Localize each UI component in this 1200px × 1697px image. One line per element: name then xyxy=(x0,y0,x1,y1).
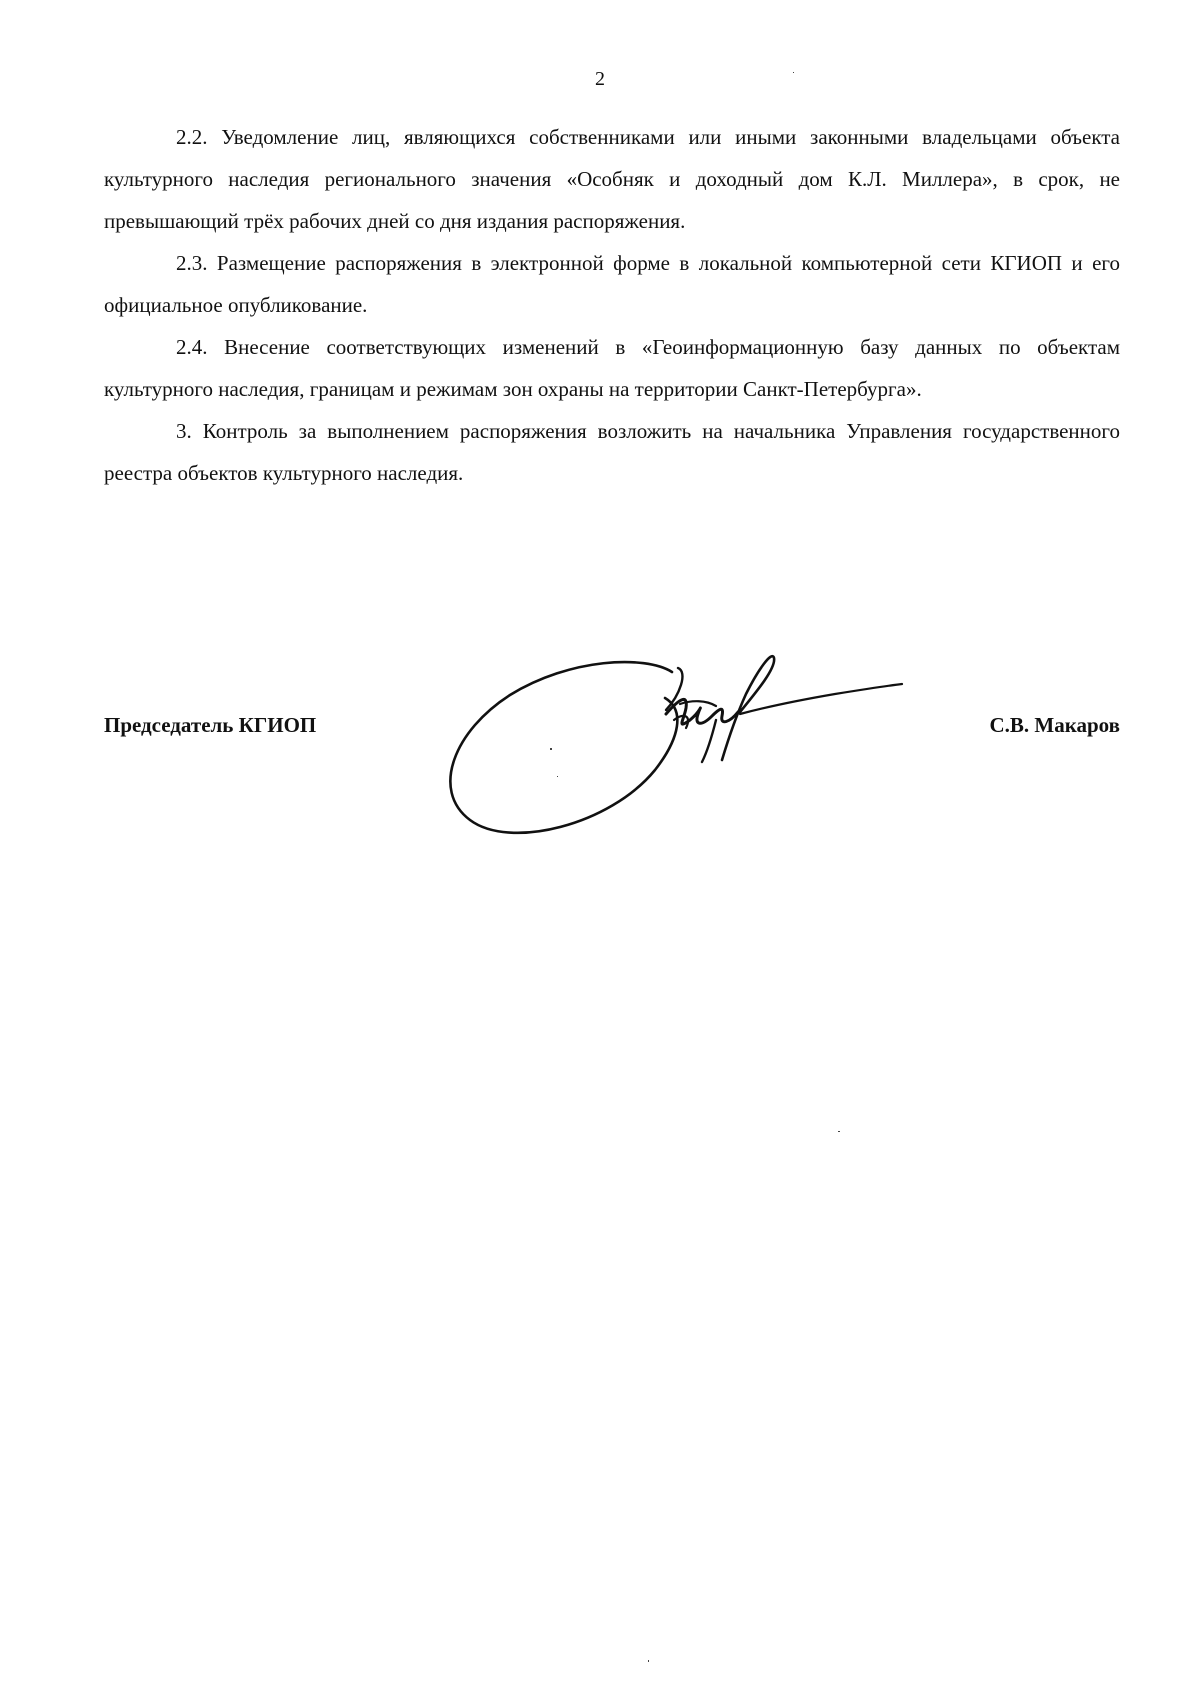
signature-block xyxy=(104,705,1120,745)
paragraph-2-3: 2.3. Размещение распоряжения в электронной форме в локальной компьютерной сети КГИОП и его официальное опубликование. xyxy=(104,251,1120,317)
paragraph-2-2: 2.2. Уведомление лиц, являющихся собственниками или иными законными владельцами объекта культурного наследия регионального значения «Особняк и доходный дом К.Л. Миллера», в срок, не превышающий трёх рабочих дней со дня издания распоряжения. xyxy=(104,125,1120,233)
paragraph-2-4: 2.4. Внесение соответствующих изменений в «Геоинформационную базу данных по объектам культурного наследия, границам и режимам зон охраны на территории Санкт-Петербурга». xyxy=(104,335,1120,401)
scan-speck xyxy=(648,1660,649,1662)
page-number: 2 xyxy=(595,68,605,90)
document-body xyxy=(104,116,1120,494)
scan-speck xyxy=(793,72,794,73)
signer-name: С.В. Макаров xyxy=(989,713,1120,737)
scan-speck xyxy=(557,776,558,777)
scan-speck xyxy=(550,748,552,750)
signature-loop xyxy=(450,662,677,833)
signer-title: Председатель КГИОП xyxy=(104,713,317,737)
handwritten-signature xyxy=(440,650,910,840)
scan-speck xyxy=(838,1131,840,1132)
paragraph-3: 3. Контроль за выполнением распоряжения возложить на начальника Управления государственного реестра объектов культурного наследия. xyxy=(104,419,1120,485)
